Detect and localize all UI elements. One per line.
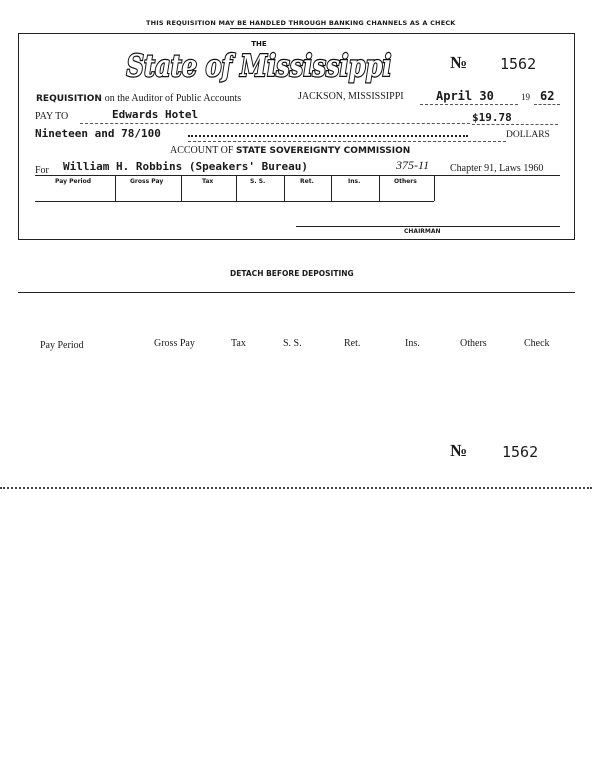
stub-column-header: Check xyxy=(524,338,550,349)
column-divider xyxy=(115,175,116,201)
amount-words-line xyxy=(188,141,506,142)
date-year: 62 xyxy=(540,89,555,103)
detach-line xyxy=(18,292,575,293)
requisition-label xyxy=(36,93,241,104)
stub-column-header: Tax xyxy=(231,338,246,349)
dollars-label: DOLLARS xyxy=(506,130,550,140)
column-header: Pay Period xyxy=(55,178,91,185)
for-label: For xyxy=(35,165,49,176)
for-code: 375-11 xyxy=(396,158,430,172)
column-divider xyxy=(434,175,435,201)
stub-column-header: Pay Period xyxy=(40,340,84,351)
stub-column-header: S. S. xyxy=(283,338,302,349)
payee-line xyxy=(80,123,470,124)
for-chapter: Chapter 91, Laws 1960 xyxy=(450,163,544,174)
column-header: Ins. xyxy=(348,178,361,185)
header-notice-underline xyxy=(230,28,350,29)
banner-the: THE xyxy=(251,40,267,48)
header-notice: THIS REQUISITION MAY BE HANDLED THROUGH BANKING CHANNELS AS A CHECK xyxy=(146,19,456,27)
chairman-signature-line xyxy=(296,226,560,227)
banner-state-name: State of Mississippi xyxy=(126,49,392,84)
stub-column-header: Gross Pay xyxy=(154,338,195,349)
location: JACKSON, MISSISSIPPI xyxy=(298,91,404,102)
column-divider xyxy=(331,175,332,201)
for-text: William H. Robbins (Speakers' Bureau) xyxy=(63,160,309,173)
state-of-mississippi-banner xyxy=(122,36,397,86)
column-divider xyxy=(379,175,380,201)
stub-column-header: Ins. xyxy=(405,338,420,349)
bottom-edge-line xyxy=(0,487,592,489)
column-header: Others xyxy=(394,178,417,185)
stub-column-header: Others xyxy=(460,338,487,349)
column-header: Gross Pay xyxy=(130,178,164,185)
chairman-label: CHAIRMAN xyxy=(404,228,441,235)
requisition-text: on the Auditor of Public Accounts xyxy=(104,93,242,104)
account-of xyxy=(170,145,410,156)
stub-column-header: Ret. xyxy=(344,338,361,349)
amount-words: Nineteen and 78/100 xyxy=(35,127,161,140)
payee-name: Edwards Hotel xyxy=(112,108,199,121)
column-divider xyxy=(236,175,237,201)
column-header: Tax xyxy=(202,178,214,185)
stub-number-sign: № xyxy=(450,441,468,460)
date-month-day: April 30 xyxy=(436,89,494,103)
columns-top-line xyxy=(35,175,560,176)
amount-dot-leader xyxy=(188,135,468,137)
column-header: S. S. xyxy=(250,178,266,185)
detach-label: DETACH BEFORE DEPOSITING xyxy=(230,269,354,278)
columns-bottom-line xyxy=(35,201,434,202)
account-of-name: STATE SOVEREIGNTY COMMISSION xyxy=(235,146,411,156)
date-year-prefix: 19 xyxy=(521,92,530,102)
pay-to-label: PAY TO xyxy=(35,111,69,122)
date-underline xyxy=(420,104,518,105)
number-sign: № xyxy=(450,53,468,72)
requisition-number: 1562 xyxy=(500,55,537,73)
column-header: Ret. xyxy=(300,178,314,185)
column-divider xyxy=(181,175,182,201)
amount-figure: $19.78 xyxy=(472,111,512,124)
amount-line xyxy=(472,124,558,125)
stub-number: 1562 xyxy=(502,443,539,461)
requisition-label-bold: REQUISITION xyxy=(36,94,102,104)
year-underline xyxy=(534,104,560,105)
account-of-prefix: ACCOUNT OF xyxy=(170,145,234,156)
column-divider xyxy=(284,175,285,201)
